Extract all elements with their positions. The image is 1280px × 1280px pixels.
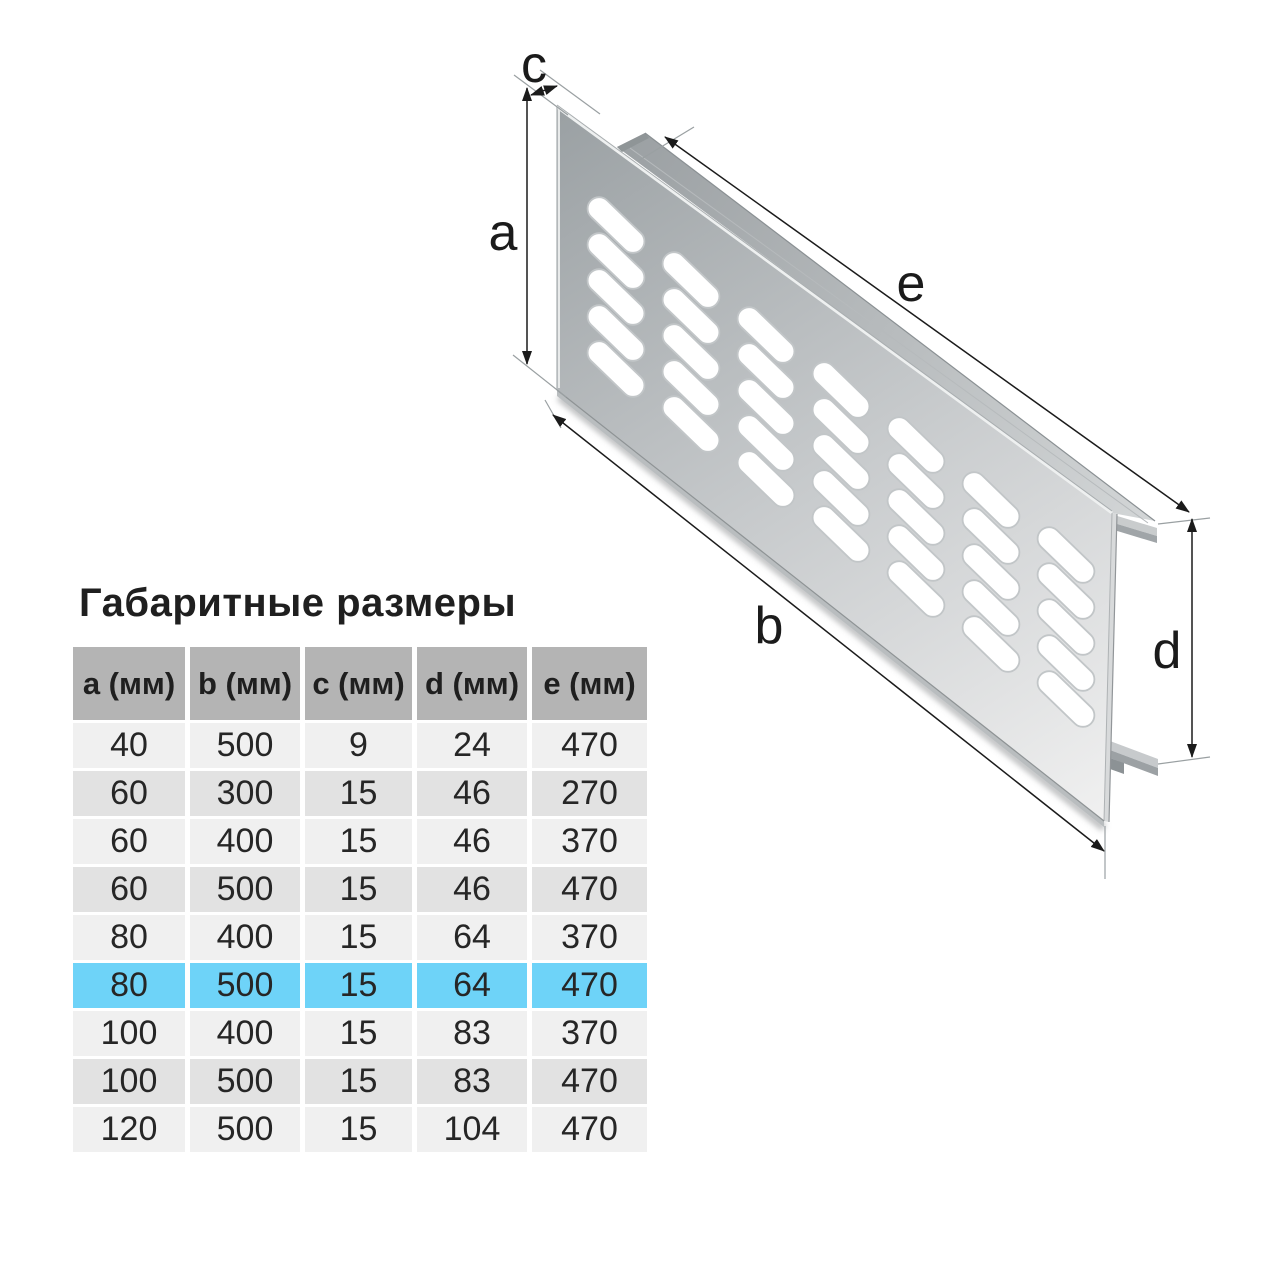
table-cell: 400 <box>190 915 305 963</box>
table-row <box>73 771 647 819</box>
table-cell: 470 <box>532 1107 647 1155</box>
table-cell: 470 <box>532 963 647 1011</box>
table-cell: 60 <box>73 819 190 867</box>
dimension-label-c: c <box>521 36 547 94</box>
table-row <box>73 1107 647 1155</box>
table-cell: 15 <box>305 867 417 915</box>
table-header-cell-a: a (мм) <box>73 647 190 723</box>
table-cell: 400 <box>190 1011 305 1059</box>
table-cell: 270 <box>532 771 647 819</box>
table-row <box>73 1011 647 1059</box>
table-cell: 64 <box>417 915 532 963</box>
table-cell: 15 <box>305 1107 417 1155</box>
table-header-cell-d: d (мм) <box>417 647 532 723</box>
table-cell: 500 <box>190 963 305 1011</box>
table-cell: 370 <box>532 915 647 963</box>
table-cell: 46 <box>417 819 532 867</box>
table-cell: 15 <box>305 1059 417 1107</box>
table-cell: 60 <box>73 771 190 819</box>
table-header-row <box>73 647 647 723</box>
table-cell: 24 <box>417 723 532 771</box>
table-row <box>73 723 647 771</box>
table-cell: 470 <box>532 1059 647 1107</box>
table-cell: 60 <box>73 867 190 915</box>
dimension-label-d: d <box>1152 622 1182 680</box>
table-cell: 15 <box>305 963 417 1011</box>
dimensions-table <box>73 647 647 1155</box>
table-header-cell-b: b (мм) <box>190 647 305 723</box>
table-row <box>73 867 647 915</box>
table-cell: 470 <box>532 723 647 771</box>
table-cell: 83 <box>417 1011 532 1059</box>
table-cell: 500 <box>190 723 305 771</box>
table-cell: 80 <box>73 963 190 1011</box>
table-header-cell-e: e (мм) <box>532 647 647 723</box>
table-row-highlighted <box>73 963 647 1011</box>
table-cell: 80 <box>73 915 190 963</box>
table-cell: 15 <box>305 771 417 819</box>
table-cell: 15 <box>305 1011 417 1059</box>
table-cell: 500 <box>190 1107 305 1155</box>
table-cell: 46 <box>417 867 532 915</box>
table-row <box>73 1059 647 1107</box>
dimension-label-b: b <box>754 597 784 655</box>
table-cell: 83 <box>417 1059 532 1107</box>
table-cell: 104 <box>417 1107 532 1155</box>
table-cell: 15 <box>305 819 417 867</box>
table-cell: 470 <box>532 867 647 915</box>
table-cell: 370 <box>532 819 647 867</box>
table-cell: 500 <box>190 867 305 915</box>
page-title: Габаритные размеры <box>79 581 517 625</box>
table-cell: 300 <box>190 771 305 819</box>
table-cell: 46 <box>417 771 532 819</box>
table-header-cell-c: c (мм) <box>305 647 417 723</box>
dimension-label-a: a <box>488 204 518 262</box>
table-cell: 100 <box>73 1059 190 1107</box>
table-row <box>73 915 647 963</box>
table-cell: 40 <box>73 723 190 771</box>
bottom-flange <box>1110 741 1158 776</box>
table-cell: 400 <box>190 819 305 867</box>
table-row <box>73 819 647 867</box>
table-cell: 500 <box>190 1059 305 1107</box>
table-cell: 9 <box>305 723 417 771</box>
dimension-label-e: e <box>896 255 926 313</box>
table-cell: 64 <box>417 963 532 1011</box>
table-cell: 15 <box>305 915 417 963</box>
table-cell: 120 <box>73 1107 190 1155</box>
table-cell: 370 <box>532 1011 647 1059</box>
table-cell: 100 <box>73 1011 190 1059</box>
